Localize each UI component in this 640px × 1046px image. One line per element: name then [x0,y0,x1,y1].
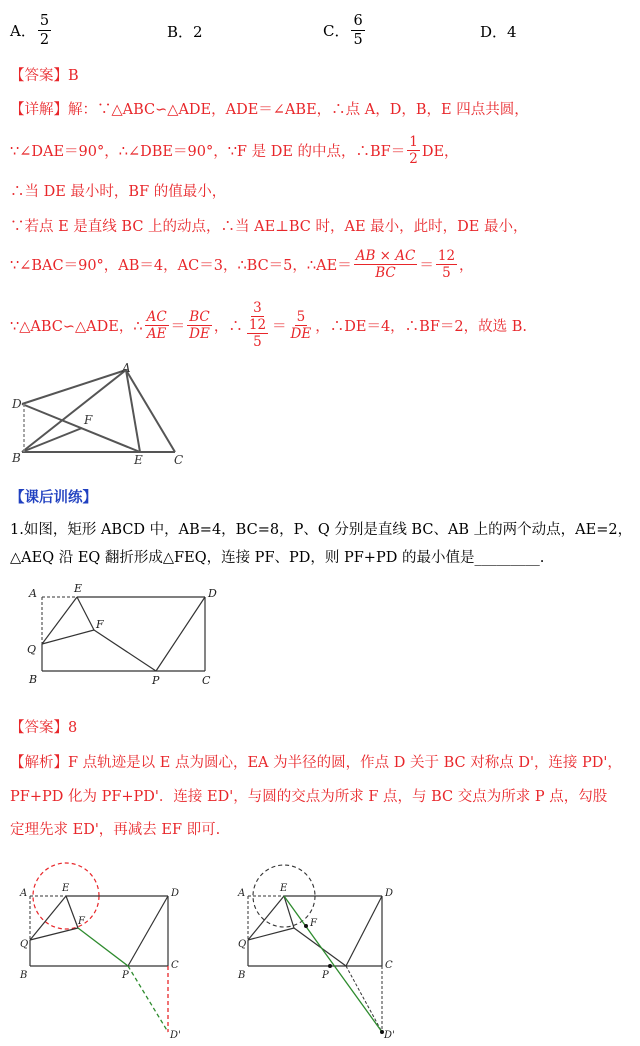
seg-pd [346,896,382,966]
option-b [167,21,203,42]
frac-den: DE [290,325,312,342]
label-f: F [78,916,85,927]
label-c: C [385,960,393,971]
option-a-letter: A． [10,22,36,40]
ac-ae-fraction [145,309,169,342]
frac-den [245,317,270,350]
seg-qf [42,630,94,644]
seg-eq [248,896,284,940]
label-q: Q [20,939,29,950]
option-d [480,21,517,42]
figure-2 [20,580,220,690]
seg-ad [22,370,126,404]
problem-line-2: △AEQ 沿 EQ 翻折形成△FEQ，连接 PF、PD，则 PF+PD 的最小值是_________. [10,550,545,566]
detail-line-6-b: ，∴DE＝4，∴BF＝2，故选 B. [315,318,527,335]
point-f [304,924,308,928]
analysis-line-3: 定理先求 ED'，再减去 EF 即可. [10,822,221,838]
label-c: C [174,453,184,467]
bc-de-fraction [187,309,212,342]
frac-num: AC [146,308,167,325]
detail-line-2-a: ∵∠DAE＝90°，∴∠DBE＝90°，∵F 是 DE 的中点，∴BF＝ [10,144,406,160]
seg-eq [30,896,66,940]
figure-1 [10,362,200,470]
seg-fp-green [78,928,128,966]
analysis-line-1: 【解析】F 点轨迹是以 E 点为圆心，EA 为半径的圆，作点 D 关于 BC 对称点 D'，连接 PD'， [10,755,622,771]
inner-num: 12 [248,317,267,333]
section-title: 【课后训练】 [10,489,97,506]
detail-line-3: ∴当 DE 最小时，BF 的值最小， [10,184,227,200]
frac-num: AB × AC [355,248,416,264]
frac-num: 3 [253,300,262,316]
option-c-letter: C． [323,22,350,40]
option-a-den: 2 [39,32,50,48]
frac-num: 1 [409,134,418,150]
equals-sign: ＝ [419,258,434,274]
option-d-value: 4 [507,22,517,41]
option-b-value: 2 [193,22,203,41]
option-c-num: 6 [353,13,363,29]
label-d: D [171,888,180,899]
detail-line-2 [10,134,459,167]
frac-den: 5 [442,265,451,281]
label-d: D [12,397,22,411]
seg-pd2-dashed [346,966,382,1032]
label-p: P [322,970,329,981]
label-q: Q [27,643,37,656]
five-de-fraction [289,309,314,342]
label-f: F [310,918,317,929]
label-b: B [238,970,246,981]
answer-2: 【答案】8 [10,720,78,736]
label-b: B [29,673,38,686]
figure-3 [18,852,208,1042]
answer-1: 【答案】B [10,68,79,84]
detail-line-6-mid: ，∴ [213,318,243,335]
label-c: C [171,960,179,971]
detail-line-5-a: ∵∠BAC＝90°，AB＝4，AC＝3，∴BC＝5，∴AE＝ [10,258,352,274]
seg-ef [77,597,94,630]
label-a: A [29,587,37,600]
option-a-fraction [38,12,51,49]
seg-eq [42,597,77,644]
label-e: E [280,883,288,894]
label-e: E [62,883,70,894]
label-e: E [74,582,83,595]
seg-qf [30,928,78,940]
inner-den: 5 [253,334,262,350]
detail-line-5-b: ， [459,258,474,274]
seg-ed2-green [284,896,382,1032]
detail-line-1: 【详解】解：∵△ABC∽△ADE，ADE＝∠ABE，∴点 A，D，B，E 四点共圆， [10,102,529,118]
point-p [328,964,332,968]
option-c-fraction [351,12,364,49]
label-d-prime: D' [384,1030,395,1041]
problem-line-1: 1.如图，矩形 ABCD 中，AB=4，BC=8，P、Q 分别是直线 BC、AB 上的两个动点，AE=2， [10,522,633,538]
detail-line-2-b: DE， [421,144,459,160]
detail-line-6-a: ∵△ABC∽△ADE，∴ [10,318,143,335]
seg-ef [284,896,294,928]
label-a: A [20,888,28,899]
detail-line-2-fraction [407,134,420,167]
frac-num: BC [189,308,210,325]
frac-den: BC [375,265,396,281]
seg-fp [94,630,156,671]
ae-value-fraction [436,248,457,281]
detail-line-5 [10,248,474,281]
detail-line-6 [10,300,527,350]
frac-num: 5 [296,308,306,325]
seg-qf [248,928,294,940]
option-b-letter: B． [167,23,194,41]
frac-den: 2 [409,151,418,167]
frac-num: 12 [437,248,456,264]
frac-den: AE [146,325,167,342]
detail-line-4: ∵若点 E 是直线 BC 上的动点，∴当 AE⊥BC 时，AE 最小，此时，DE 最小， [10,219,528,235]
label-a: A [122,362,131,375]
label-b: B [20,970,28,981]
label-d-prime: D' [170,1030,181,1041]
compound-fraction [245,300,270,350]
seg-pd [156,597,205,671]
option-c [323,12,367,49]
seg-pd [128,896,168,966]
seg-ef [66,896,78,928]
label-a: A [238,888,246,899]
option-c-den: 5 [353,32,363,48]
analysis-line-2: PF+PD 化为 PF+PD'．连接 ED'，与圆的交点为所求 F 点，与 BC 交点为所求 P 点，勾股 [10,789,608,805]
frac-den: DE [189,325,210,342]
option-d-letter: D． [480,23,508,41]
label-p: P [122,970,129,981]
label-d: D [208,587,217,600]
equals-sign: ＝ [170,318,186,335]
seg-bf [22,428,82,452]
seg-pd2-green-dashed [128,966,168,1032]
label-p: P [152,674,160,687]
option-a-num: 5 [39,13,50,29]
label-c: C [202,674,211,687]
label-q: Q [238,939,247,950]
equals-sign: ＝ [272,318,287,335]
label-d: D [385,888,394,899]
label-f: F [84,413,93,427]
ae-fraction [354,248,418,281]
label-e: E [134,453,143,467]
figure-4 [236,852,426,1042]
option-a [10,12,53,49]
label-f: F [96,618,104,631]
label-b: B [12,451,21,465]
